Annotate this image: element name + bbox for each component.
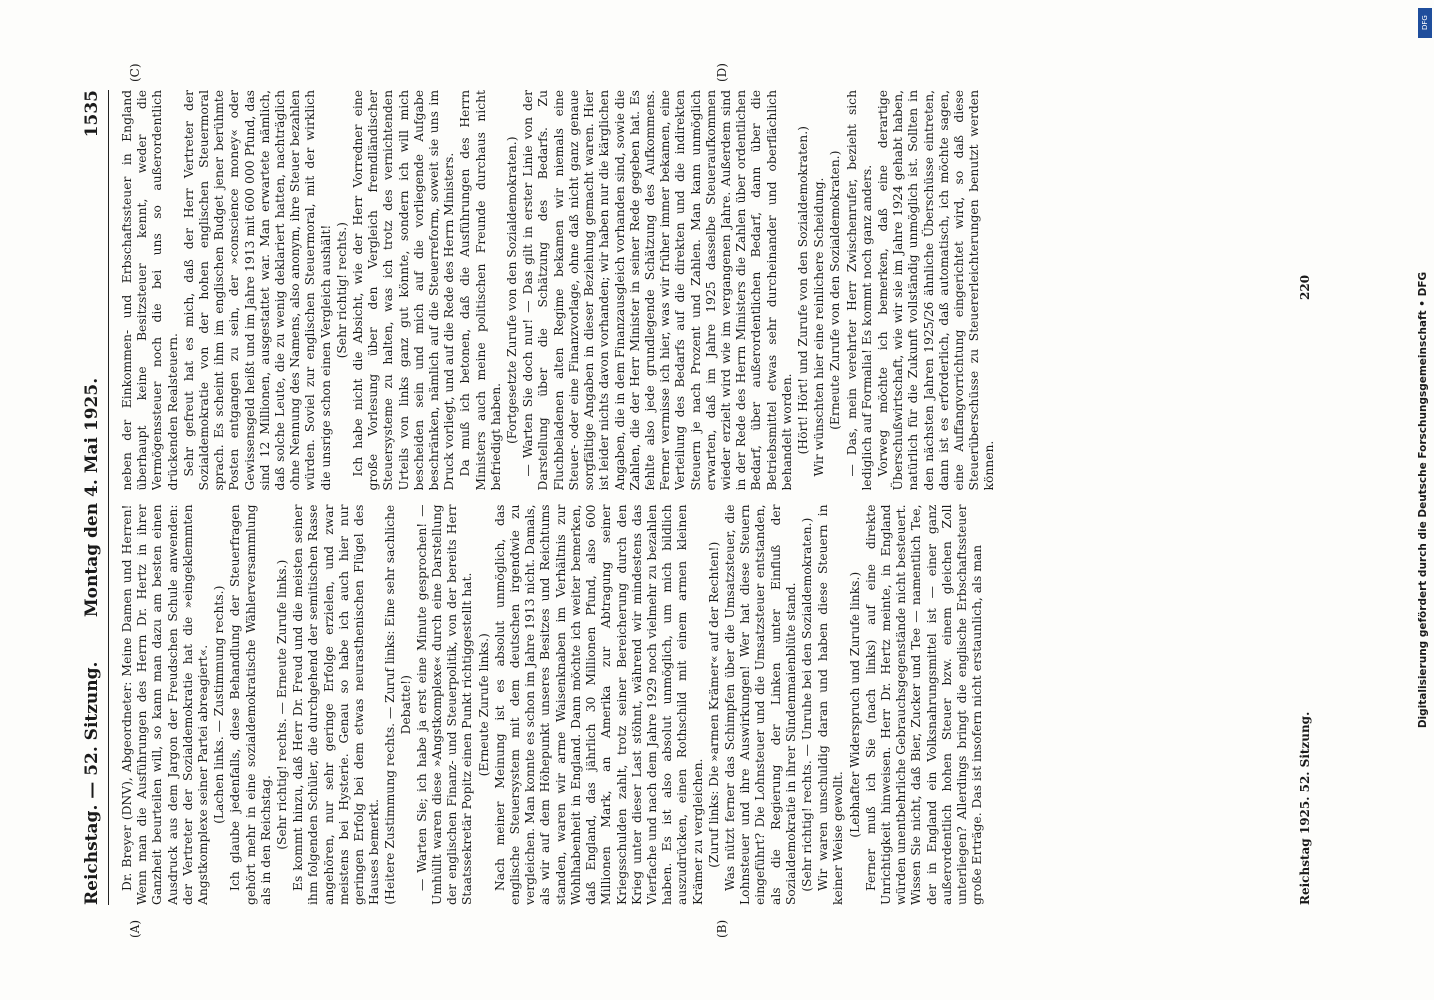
paragraph: Ferner muß ich Sie (nach links) auf eine direkte Unrichtigkeit hinweisen. Herr Dr. Hertz meinte, in England würden unentbehrliche Gebrauchsgegenstände nicht besteuert. Wissen Sie nicht, daß Bier, Zucker und Tee — namentlich Tee, der in England ein Volksnahrungsmittel ist — einer ganz außerordentlich hohen Steuer bzw. einem gleichen Zoll unterliegen? Allerdings bringt die englische Erbschaftssteuer große Erträge. Das ist insofern nicht erstaunlich, als man xyxy=(863,504,985,905)
interjection: (Erneute Zurufe links.) xyxy=(476,633,491,777)
margin-mark-b: (B) xyxy=(715,919,729,938)
interjection: (Erneute Zurufe von den Sozialdemokraten.) xyxy=(828,150,843,430)
left-column xyxy=(120,505,1315,906)
header-session: Reichstag. — 52. Sitzung. xyxy=(82,661,102,905)
footer-sheet-number: 220 xyxy=(1298,274,1312,300)
paragraph: Ich habe nicht die Absicht, wie der Herr Vorredner eine große Vorlesung über den Vergleich fremdländischer Steuersysteme zu halten, was ich trotz des vernichtenden Urteils von links ganz gut könnte, sondern ich will mich bescheiden sein und mich auf die vorliegende Aufgabe beschränken, nämlich auf die Steuerreform, soweit sie uns im Druck vorliegt, und auf die Rede des Herrn Ministers. xyxy=(351,90,457,491)
paragraph: neben der Einkommen- und Erbschaftssteuer in England überhaupt keine Besitzsteuer kennt, weder die Vermögenssteuer noch die bei uns so außerordentlich drückenden Realsteuern. xyxy=(120,90,180,491)
interjection: (Sehr richtig! rechts. — Unruhe bei den Sozialdemokraten.) xyxy=(799,517,814,892)
paragraph: Es kommt hinzu, daß Herr Dr. Freud und die meisten seiner ihm folgenden Schüler, die durchgehend der semitischen Rasse angehören, nur sehr geringe Erfolge erzielen, und zwar meistens bei Hysterie. Genau so habe ich auch hier nur geringen Erfolg bei dem etwas neurasthenischen Flügel des Hauses bemerkt. xyxy=(291,504,382,905)
interjection: (Lachen links. — Zustimmung rechts.) xyxy=(212,585,227,824)
paragraph: Was nützt ferner das Schimpfen über die Umsatzsteuer, die Lohnsteuer und ihre Auswirkungen! Wer hat diese Steuern eingeführt? Die Lohnsteuer und die Umsatzsteuer entstanden, als die Regierung der Linken unter Einfluß der Sozialdemokratie in ihrer Sündenmaienblüte stand. xyxy=(722,504,798,905)
margin-mark-d: (D) xyxy=(715,63,729,82)
paragraph: Dr. Breyer (DNV), Abgeordneter: Meine Damen und Herren! Wenn man die Ausführungen des Herrn Dr. Hertz in ihrer Ganzheit beurteilen will, so kann man dazu am besten einen Ausdruck aus dem Jargon der Freudschen Schule anwenden: der Vertreter der Sozialdemokratie hat die »eingeklemmten Angstkomplexe seiner Partei abreagiert«. xyxy=(120,504,211,905)
paragraph: Vorweg möchte ich bemerken, daß eine derartige Überschußwirtschaft, wie wir sie im Jahre 1924 gehabt haben, natürlich für die Zukunft vollständig unmöglich ist. Sollten in den nächsten Jahren 1925/26 ähnliche Überschüsse eintreten, dann ist es erforderlich, daß automatisch, ich möchte sagen, eine Auffangvorrichtung eingerichtet wird, so daß diese Steuerüberschüsse zu Steuererleichterungen benutzt werden können. xyxy=(875,90,997,491)
paragraph: — Das, mein verehrter Herr Zwischenrufer, bezieht sich lediglich auf Formalia! Es kommt noch ganz anders. xyxy=(844,90,874,491)
paragraph: Ich glaube jedenfalls, diese Behandlung der Steuerfragen gehört mehr in eine sozialdemokratische Wählerversammlung als in den Reichstag. xyxy=(228,504,273,905)
header-page-number: 1535 xyxy=(82,90,102,138)
margin-mark-a: (A) xyxy=(128,919,142,938)
interjection: (Fortgesetzte Zurufe von den Sozialdemokraten.) xyxy=(505,136,520,445)
digitization-note-text: Digitalisierung gefördert durch die Deutsche Forschungsgemeinschaft • DFG xyxy=(1417,271,1429,729)
right-column xyxy=(120,90,1315,491)
paragraph: — Warten Sie; ich habe ja erst eine Minute gesprochen! — Umhüllt waren diese »Angstkomplexe« durch eine Darstellung der englischen Finanz- und Steuerpolitik, von der bereits Herr Staatssekretär Popitz einen Punkt richtiggestellt hat. xyxy=(414,504,475,905)
paragraph: — Warten Sie doch nur! — Das gilt in erster Linie von der Darstellung über die Schätzung des Bedarfs. Zu Fluchbeladenen alten Regime bekamen wir niemals eine Steuer- oder eine Finanzvorlage, ohne daß nicht ganz genaue sorgfältige Angaben in dieser Beziehung gemacht waren. Hier ist leider nichts davon vorhanden; wir haben nur die kärglichen Angaben, die in dem Finanzausgleich vorhanden sind, sowie die Zahlen, die der Herr Minister in seiner Rede gegeben hat. Es fehlte also jede grundlegende Schätzung des Aufkommens. Ferner vermisse ich hier, was wir früher immer bekamen, eine Verteilung des Bedarfs auf die direkten und die indirekten Steuern je nach Prozent und Zahlen. Man kann unmöglich erwarten, daß im Jahre 1925 dasselbe Steueraufkommen wieder erzielt wird wie im vergangenen Jahre. Außerdem sind in der Rede des Herrn Ministers die Zahlen über ordentlichen Bedarf, über außerordentlichen Bedarf, dann über die Betriebsmittel etwas sehr durcheinander und oberflächlich behandelt worden. xyxy=(521,90,794,491)
digitization-note xyxy=(1414,0,1434,1000)
interjection: (Lebhafter Widerspruch und Zurufe links.) xyxy=(847,571,862,838)
text-columns xyxy=(120,90,1315,905)
running-head xyxy=(78,90,109,905)
interjection: (Heitere Zustimmung rechts. — Zuruf links: Eine sehr sachliche Debatte!) xyxy=(383,504,413,905)
interjection: (Zuruf links: Die »armen Krämer« auf der Rechten!) xyxy=(706,541,721,868)
footer-session-note: Reichstag 1925. 52. Sitzung. xyxy=(1298,711,1312,905)
header-date: Montag den 4. Mai 1925. xyxy=(82,377,102,618)
paragraph: Wir waren unschuldig daran und haben diese Steuern in keiner Weise gewollt. xyxy=(816,504,846,905)
paragraph: Sehr gefreut hat es mich, daß der Herr Vertreter der Sozialdemokratie von der hohen englischen Steuermoral sprach. Es scheint ihm im englischen Budget jener berühmte Posten entgangen zu sein, der »conscience money« oder Gewissensgeld heißt und im Jahre 1913 mit 600 000 Pfund, das sind 12 Millionen, ausgestattet war. Man erwartete nämlich, daß solche Leute, die zu wenig deklariert hatten, nachträglich ohne Nennung des Namens, also anonym, ihre Steuer bezahlen würden. Soviel zur englischen Steuermoral, mit der wirklich die unsrige schon einen Vergleich aushält! xyxy=(181,90,333,491)
interjection: (Hört! Hört! und Zurufe von den Sozialdemokraten.) xyxy=(795,126,810,455)
interjection: (Sehr richtig! rechts. — Erneute Zurufe links.) xyxy=(275,559,290,850)
paragraph: Nach meiner Meinung ist es absolut unmöglich, das englische Steuersystem mit dem deutschen irgendwie zu vergleichen. Man konnte es schon im Jahre 1913 nicht. Damals, als wir auf dem Höhepunkt unseres Besitzes und Reichtums standen, waren wir arme Waisenknaben im Verhältnis zur Wohlhabenheit in England. Dann möchte ich weiter bemerken, daß England, das jährlich 30 Millionen Pfund, also 600 Millionen Mark, an Amerika zur Abtragung seiner Kriegsschulden zahlt, trotz seiner Bereicherung durch den Krieg unter dieser Last stöhnt, während wir mindestens das Vierfache und nach dem Jahre 1929 noch vielmehr zu bezahlen haben. Es ist also absolut unmöglich, um mich bildlich auszudrücken, einen Rothschild mit einem armen kleinen Krämer zu vergleichen. xyxy=(492,504,705,905)
interjection: (Sehr richtig! rechts.) xyxy=(334,222,349,359)
paragraph: Da muß ich betonen, daß die Ausführungen des Herrn Ministers auch meine politischen Freunde durchaus nicht befriedigt haben. xyxy=(458,90,503,491)
paragraph: Wir wünschten hier eine reinlichere Scheidung. xyxy=(812,177,827,477)
margin-mark-c: (C) xyxy=(128,63,142,82)
dfg-logo-badge: DFG xyxy=(1418,8,1432,38)
